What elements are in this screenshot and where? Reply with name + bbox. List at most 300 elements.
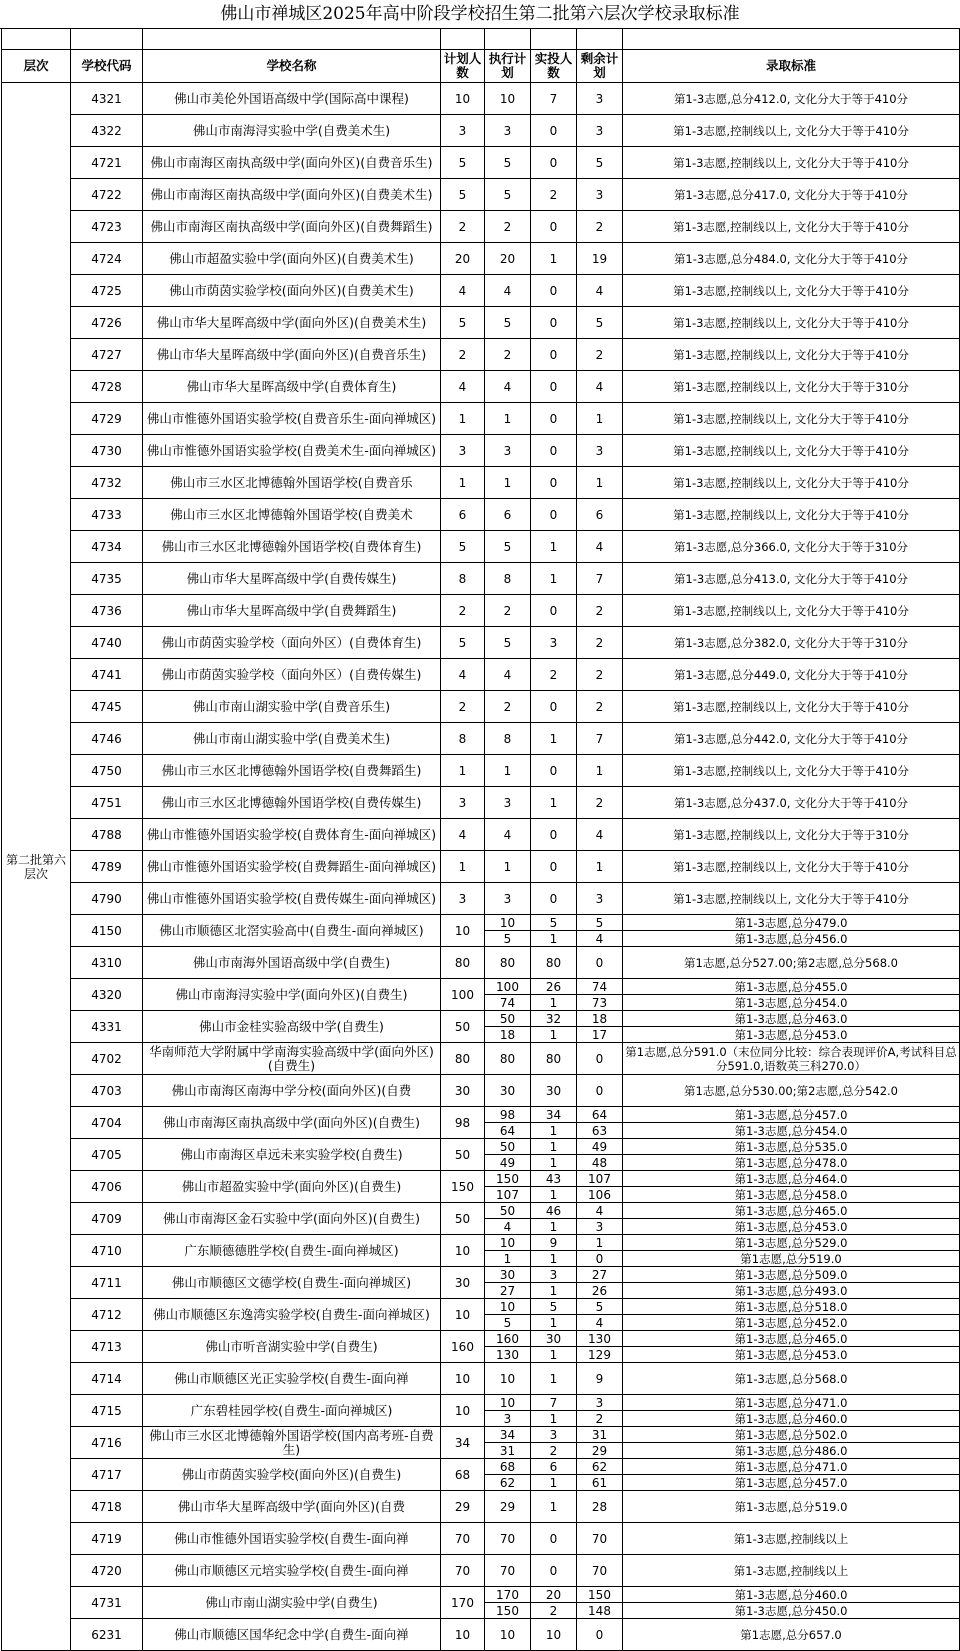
table-row (2, 883, 960, 915)
actual-count: 7 (531, 1395, 577, 1411)
exec-plan: 1 (485, 467, 531, 499)
school-name: 佛山市南山湖实验中学(自费美术生) (143, 723, 441, 755)
admission-standard: 第1-3志愿,总分437.0, 文化分大于等于410分 (623, 787, 960, 819)
remain-plan: 3 (577, 83, 623, 115)
remain-plan: 26 (577, 1283, 623, 1299)
remain-plan: 5 (577, 915, 623, 931)
plan-count: 80 (441, 947, 485, 979)
remain-plan: 148 (577, 1603, 623, 1619)
exec-plan: 4 (485, 275, 531, 307)
exec-plan: 10 (485, 915, 531, 931)
exec-plan: 5 (485, 147, 531, 179)
admission-standard: 第1-3志愿,总分471.0 (623, 1395, 960, 1411)
school-name: 佛山市南山湖实验中学(自费音乐生) (143, 691, 441, 723)
actual-count: 7 (531, 83, 577, 115)
table-row (2, 211, 960, 243)
school-name: 佛山市惟德外国语实验学校(自费美术生-面向禅城区) (143, 435, 441, 467)
remain-plan: 4 (577, 1315, 623, 1331)
admission-standard: 第1-3志愿,总分442.0, 文化分大于等于410分 (623, 723, 960, 755)
actual-count: 2 (531, 659, 577, 691)
plan-count: 50 (441, 1203, 485, 1235)
admission-table (1, 29, 960, 1651)
table-row (2, 435, 960, 467)
remain-plan: 70 (577, 1555, 623, 1587)
remain-plan: 3 (577, 435, 623, 467)
remain-plan: 107 (577, 1171, 623, 1187)
actual-count: 1 (531, 1315, 577, 1331)
plan-count: 10 (441, 1299, 485, 1331)
actual-count: 1 (531, 1363, 577, 1395)
plan-count: 30 (441, 1267, 485, 1299)
plan-count: 5 (441, 179, 485, 211)
table-row (2, 1331, 960, 1347)
school-name: 佛山市超盈实验中学(面向外区)(自费生) (143, 1171, 441, 1203)
school-code: 4320 (71, 979, 143, 1011)
admission-standard: 第1-3志愿,总分366.0, 文化分大于等于310分 (623, 531, 960, 563)
admission-standard: 第1-3志愿,控制线以上 (623, 1555, 960, 1587)
school-code: 4714 (71, 1363, 143, 1395)
actual-count: 1 (531, 531, 577, 563)
exec-plan: 3 (485, 1411, 531, 1427)
remain-plan: 3 (577, 1395, 623, 1411)
school-code: 4717 (71, 1459, 143, 1491)
remain-plan: 5 (577, 307, 623, 339)
school-name: 佛山市听音湖实验中学(自费生) (143, 1331, 441, 1363)
actual-count: 46 (531, 1203, 577, 1219)
school-name: 佛山市荫茵实验学校(面向外区)(自费生) (143, 1459, 441, 1491)
table-row (2, 1587, 960, 1603)
plan-count: 80 (441, 1043, 485, 1075)
school-name: 佛山市三水区北博德翰外国语学校(自费音乐 (143, 467, 441, 499)
table-row (2, 243, 960, 275)
actual-count: 3 (531, 627, 577, 659)
exec-plan: 98 (485, 1107, 531, 1123)
table-row (2, 627, 960, 659)
exec-plan: 4 (485, 659, 531, 691)
admission-standard: 第1-3志愿,控制线以上, 文化分大于等于410分 (623, 307, 960, 339)
actual-count: 0 (531, 403, 577, 435)
remain-plan: 62 (577, 1459, 623, 1475)
actual-count: 5 (531, 1299, 577, 1315)
exec-plan: 2 (485, 211, 531, 243)
table-row (2, 339, 960, 371)
actual-count: 5 (531, 915, 577, 931)
header-level: 层次 (2, 50, 71, 83)
table-row (2, 1203, 960, 1219)
actual-count: 1 (531, 1283, 577, 1299)
plan-count: 10 (441, 915, 485, 947)
table-row (2, 915, 960, 931)
actual-count: 0 (531, 435, 577, 467)
table-row (2, 307, 960, 339)
plan-count: 30 (441, 1075, 485, 1107)
table-row (2, 499, 960, 531)
remain-plan: 2 (577, 211, 623, 243)
table-row (2, 819, 960, 851)
actual-count: 34 (531, 1107, 577, 1123)
exec-plan: 64 (485, 1123, 531, 1139)
admission-standard: 第1志愿,总分657.0 (623, 1619, 960, 1651)
exec-plan: 5 (485, 307, 531, 339)
exec-plan: 10 (485, 1235, 531, 1251)
school-name: 佛山市南海区卓远未来实验学校(自费生) (143, 1139, 441, 1171)
remain-plan: 7 (577, 563, 623, 595)
table-row (2, 979, 960, 995)
school-name: 佛山市惟德外国语实验学校(自费体育生-面向禅城区) (143, 819, 441, 851)
plan-count: 160 (441, 1331, 485, 1363)
table-row (2, 115, 960, 147)
school-code: 4723 (71, 211, 143, 243)
table-row (2, 1523, 960, 1555)
admission-standard: 第1-3志愿,控制线以上, 文化分大于等于310分 (623, 819, 960, 851)
school-code: 4321 (71, 83, 143, 115)
school-name: 佛山市荫茵实验学校(面向外区)(自费美术生) (143, 275, 441, 307)
admission-standard: 第1-3志愿,控制线以上, 文化分大于等于410分 (623, 755, 960, 787)
school-name: 华南师范大学附属中学南海实验高级中学(面向外区)(自费生) (143, 1043, 441, 1075)
school-code: 4732 (71, 467, 143, 499)
exec-plan: 5 (485, 931, 531, 947)
remain-plan: 129 (577, 1347, 623, 1363)
admission-standard: 第1-3志愿,控制线以上, 文化分大于等于310分 (623, 371, 960, 403)
table-row (2, 1107, 960, 1123)
school-code: 4711 (71, 1267, 143, 1299)
school-code: 4704 (71, 1107, 143, 1139)
plan-count: 2 (441, 339, 485, 371)
plan-count: 10 (441, 1363, 485, 1395)
plan-count: 6 (441, 499, 485, 531)
exec-plan: 2 (485, 595, 531, 627)
actual-count: 1 (531, 243, 577, 275)
exec-plan: 29 (485, 1491, 531, 1523)
actual-count: 9 (531, 1235, 577, 1251)
exec-plan: 50 (485, 1011, 531, 1027)
remain-plan: 27 (577, 1267, 623, 1283)
exec-plan: 70 (485, 1555, 531, 1587)
school-name: 佛山市华大星晖高级中学(自费舞蹈生) (143, 595, 441, 627)
actual-count: 2 (531, 179, 577, 211)
header-standard: 录取标准 (623, 50, 960, 83)
table-row (2, 595, 960, 627)
school-name: 佛山市顺德区国华纪念中学(自费生-面向禅 (143, 1619, 441, 1651)
document-title: 佛山市禅城区2025年高中阶段学校招生第二批第六层次学校录取标准 (0, 0, 960, 29)
exec-plan: 8 (485, 563, 531, 595)
actual-count: 1 (531, 1251, 577, 1267)
school-code: 4720 (71, 1555, 143, 1587)
school-name: 佛山市三水区北博德翰外国语学校(自费传媒生) (143, 787, 441, 819)
exec-plan: 10 (485, 1363, 531, 1395)
table-row (2, 755, 960, 787)
school-code: 4740 (71, 627, 143, 659)
exec-plan: 3 (485, 787, 531, 819)
school-name: 佛山市华大星晖高级中学(自费传媒生) (143, 563, 441, 595)
remain-plan: 2 (577, 339, 623, 371)
school-name: 佛山市南海外国语高级中学(自费生) (143, 947, 441, 979)
school-name: 佛山市南海区金石实验中学(面向外区)(自费生) (143, 1203, 441, 1235)
school-code: 4733 (71, 499, 143, 531)
admission-standard: 第1-3志愿,总分502.0 (623, 1427, 960, 1443)
remain-plan: 0 (577, 947, 623, 979)
school-code: 4709 (71, 1203, 143, 1235)
school-code: 4715 (71, 1395, 143, 1427)
actual-count: 0 (531, 595, 577, 627)
remain-plan: 4 (577, 275, 623, 307)
school-code: 4731 (71, 1587, 143, 1619)
remain-plan: 1 (577, 403, 623, 435)
admission-standard: 第1-3志愿,总分455.0 (623, 979, 960, 995)
header-code: 学校代码 (71, 50, 143, 83)
school-code: 4741 (71, 659, 143, 691)
table-row (2, 1299, 960, 1315)
remain-plan: 130 (577, 1331, 623, 1347)
plan-count: 68 (441, 1459, 485, 1491)
school-code: 4750 (71, 755, 143, 787)
school-name: 佛山市南海区南执高级中学(面向外区)(自费美术生) (143, 179, 441, 211)
plan-count: 5 (441, 307, 485, 339)
school-code: 4703 (71, 1075, 143, 1107)
table-body (2, 83, 960, 1651)
exec-plan: 27 (485, 1283, 531, 1299)
exec-plan: 74 (485, 995, 531, 1011)
admission-standard: 第1-3志愿,总分479.0 (623, 915, 960, 931)
plan-count: 8 (441, 563, 485, 595)
school-code: 4712 (71, 1299, 143, 1331)
school-code: 4724 (71, 243, 143, 275)
table-row (2, 723, 960, 755)
actual-count: 43 (531, 1171, 577, 1187)
admission-standard: 第1-3志愿,总分464.0 (623, 1171, 960, 1187)
actual-count: 0 (531, 371, 577, 403)
plan-count: 1 (441, 755, 485, 787)
admission-standard: 第1-3志愿,总分484.0, 文化分大于等于410分 (623, 243, 960, 275)
admission-standard: 第1-3志愿,控制线以上, 文化分大于等于410分 (623, 499, 960, 531)
actual-count: 0 (531, 819, 577, 851)
admission-standard: 第1-3志愿,控制线以上, 文化分大于等于410分 (623, 403, 960, 435)
admission-standard: 第1-3志愿,总分458.0 (623, 1187, 960, 1203)
admission-standard: 第1-3志愿,控制线以上, 文化分大于等于410分 (623, 435, 960, 467)
admission-standard: 第1-3志愿,总分493.0 (623, 1283, 960, 1299)
remain-plan: 3 (577, 883, 623, 915)
exec-plan: 3 (485, 435, 531, 467)
plan-count: 1 (441, 851, 485, 883)
remain-plan: 61 (577, 1475, 623, 1491)
plan-count: 34 (441, 1427, 485, 1459)
table-row (2, 1011, 960, 1027)
exec-plan: 1 (485, 851, 531, 883)
actual-count: 0 (531, 275, 577, 307)
school-name: 佛山市顺德区元培实验学校(自费生-面向禅 (143, 1555, 441, 1587)
header-actual: 实投人数 (531, 50, 577, 83)
admission-standard: 第1-3志愿,总分519.0 (623, 1491, 960, 1523)
remain-plan: 150 (577, 1587, 623, 1603)
exec-plan: 3 (485, 115, 531, 147)
admission-standard: 第1志愿,总分527.00;第2志愿,总分568.0 (623, 947, 960, 979)
school-code: 4716 (71, 1427, 143, 1459)
plan-count: 98 (441, 1107, 485, 1139)
actual-count: 0 (531, 755, 577, 787)
admission-standard: 第1-3志愿,总分417.0, 文化分大于等于410分 (623, 179, 960, 211)
remain-plan: 28 (577, 1491, 623, 1523)
table-row (2, 83, 960, 115)
school-code: 4710 (71, 1235, 143, 1267)
blank-row (2, 29, 960, 50)
remain-plan: 3 (577, 1219, 623, 1235)
plan-count: 2 (441, 595, 485, 627)
admission-standard: 第1-3志愿,总分382.0, 文化分大于等于310分 (623, 627, 960, 659)
table-row (2, 1171, 960, 1187)
remain-plan: 2 (577, 627, 623, 659)
remain-plan: 2 (577, 659, 623, 691)
school-name: 佛山市顺德区光正实验学校(自费生-面向禅 (143, 1363, 441, 1395)
remain-plan: 2 (577, 787, 623, 819)
admission-standard: 第1-3志愿,总分535.0 (623, 1139, 960, 1155)
school-name: 佛山市顺德区东逸湾实验学校(自费生-面向禅城区) (143, 1299, 441, 1331)
plan-count: 4 (441, 819, 485, 851)
remain-plan: 5 (577, 147, 623, 179)
school-code: 4746 (71, 723, 143, 755)
admission-standard: 第1-3志愿,控制线以上, 文化分大于等于410分 (623, 851, 960, 883)
school-name: 佛山市华大星晖高级中学(自费体育生) (143, 371, 441, 403)
actual-count: 6 (531, 1459, 577, 1475)
actual-count: 1 (531, 1347, 577, 1363)
plan-count: 10 (441, 1235, 485, 1267)
table-row (2, 1139, 960, 1155)
school-name: 广东碧桂园学校(自费生-面向禅城区) (143, 1395, 441, 1427)
plan-count: 4 (441, 371, 485, 403)
admission-standard: 第1-3志愿,控制线以上, 文化分大于等于410分 (623, 883, 960, 915)
admission-standard: 第1-3志愿,总分465.0 (623, 1203, 960, 1219)
actual-count: 2 (531, 1443, 577, 1459)
exec-plan: 20 (485, 243, 531, 275)
exec-plan: 160 (485, 1331, 531, 1347)
actual-count: 30 (531, 1331, 577, 1347)
table-row (2, 1043, 960, 1075)
school-name: 佛山市荫茵实验学校（面向外区）(自费传媒生) (143, 659, 441, 691)
exec-plan: 50 (485, 1139, 531, 1155)
exec-plan: 50 (485, 1203, 531, 1219)
school-code: 4736 (71, 595, 143, 627)
admission-standard: 第1志愿,总分591.0（末位同分比较：综合表现评价A,考试科目总分591.0,语数英三科270.0） (623, 1043, 960, 1075)
remain-plan: 2 (577, 1411, 623, 1427)
school-code: 4726 (71, 307, 143, 339)
actual-count: 80 (531, 947, 577, 979)
admission-standard: 第1-3志愿,总分457.0 (623, 1107, 960, 1123)
actual-count: 1 (531, 1491, 577, 1523)
school-name: 佛山市华大星晖高级中学(面向外区)(自费美术生) (143, 307, 441, 339)
admission-standard: 第1-3志愿,控制线以上, 文化分大于等于410分 (623, 467, 960, 499)
plan-count: 8 (441, 723, 485, 755)
remain-plan: 2 (577, 595, 623, 627)
school-code: 4721 (71, 147, 143, 179)
exec-plan: 5 (485, 531, 531, 563)
school-code: 4735 (71, 563, 143, 595)
table-row (2, 179, 960, 211)
admission-standard: 第1-3志愿,控制线以上, 文化分大于等于410分 (623, 275, 960, 307)
school-name: 佛山市三水区北博德翰外国语学校(自费舞蹈生) (143, 755, 441, 787)
exec-plan: 4 (485, 819, 531, 851)
remain-plan: 17 (577, 1027, 623, 1043)
exec-plan: 5 (485, 1315, 531, 1331)
admission-standard: 第1-3志愿,总分568.0 (623, 1363, 960, 1395)
remain-plan: 0 (577, 1251, 623, 1267)
school-code: 4730 (71, 435, 143, 467)
remain-plan: 1 (577, 1235, 623, 1251)
plan-count: 50 (441, 1011, 485, 1043)
exec-plan: 68 (485, 1459, 531, 1475)
header-remain: 剩余计划 (577, 50, 623, 83)
plan-count: 5 (441, 627, 485, 659)
school-name: 广东顺德德胜学校(自费生-面向禅城区) (143, 1235, 441, 1267)
remain-plan: 2 (577, 691, 623, 723)
admission-standard: 第1-3志愿,总分454.0 (623, 1123, 960, 1139)
exec-plan: 1 (485, 403, 531, 435)
admission-standard: 第1-3志愿,总分509.0 (623, 1267, 960, 1283)
admission-standard: 第1-3志愿,总分412.0, 文化分大于等于410分 (623, 83, 960, 115)
actual-count: 26 (531, 979, 577, 995)
admission-standard: 第1-3志愿,总分460.0 (623, 1411, 960, 1427)
plan-count: 3 (441, 115, 485, 147)
remain-plan: 9 (577, 1363, 623, 1395)
exec-plan: 130 (485, 1347, 531, 1363)
exec-plan: 170 (485, 1587, 531, 1603)
actual-count: 1 (531, 563, 577, 595)
plan-count: 3 (441, 787, 485, 819)
table-row (2, 1395, 960, 1411)
table-row (2, 947, 960, 979)
remain-plan: 4 (577, 1203, 623, 1219)
table-row (2, 659, 960, 691)
admission-standard: 第1-3志愿,总分460.0 (623, 1587, 960, 1603)
actual-count: 0 (531, 147, 577, 179)
admission-standard: 第1-3志愿,总分450.0 (623, 1603, 960, 1619)
exec-plan: 10 (485, 83, 531, 115)
exec-plan: 107 (485, 1187, 531, 1203)
remain-plan: 3 (577, 115, 623, 147)
school-name: 佛山市荫茵实验学校（面向外区）(自费体育生) (143, 627, 441, 659)
admission-standard: 第1-3志愿,总分486.0 (623, 1443, 960, 1459)
school-name: 佛山市惟德外国语实验学校(自费舞蹈生-面向禅城区) (143, 851, 441, 883)
school-name: 佛山市顺德区文德学校(自费生-面向禅城区) (143, 1267, 441, 1299)
admission-standard: 第1-3志愿,总分457.0 (623, 1475, 960, 1491)
admission-standard: 第1-3志愿,总分463.0 (623, 1011, 960, 1027)
exec-plan: 18 (485, 1027, 531, 1043)
school-code: 4713 (71, 1331, 143, 1363)
exec-plan: 8 (485, 723, 531, 755)
table-row (2, 1235, 960, 1251)
actual-count: 0 (531, 115, 577, 147)
school-code: 4718 (71, 1491, 143, 1523)
school-name: 佛山市顺德区北滘实验高中(自费生-面向禅城区) (143, 915, 441, 947)
exec-plan: 1 (485, 1251, 531, 1267)
actual-count: 2 (531, 1603, 577, 1619)
exec-plan: 62 (485, 1475, 531, 1491)
remain-plan: 0 (577, 1043, 623, 1075)
admission-standard: 第1-3志愿,总分452.0 (623, 1315, 960, 1331)
actual-count: 3 (531, 1427, 577, 1443)
admission-standard: 第1-3志愿,总分449.0, 文化分大于等于410分 (623, 659, 960, 691)
actual-count: 0 (531, 467, 577, 499)
plan-count: 2 (441, 691, 485, 723)
table-row (2, 691, 960, 723)
exec-plan: 31 (485, 1443, 531, 1459)
school-name: 佛山市美伦外国语高级中学(国际高中课程) (143, 83, 441, 115)
admission-standard: 第1志愿,总分519.0 (623, 1251, 960, 1267)
actual-count: 1 (531, 723, 577, 755)
actual-count: 10 (531, 1619, 577, 1651)
actual-count: 0 (531, 211, 577, 243)
school-name: 佛山市南海浔实验中学(面向外区)(自费生) (143, 979, 441, 1011)
exec-plan: 5 (485, 627, 531, 659)
exec-plan: 3 (485, 883, 531, 915)
